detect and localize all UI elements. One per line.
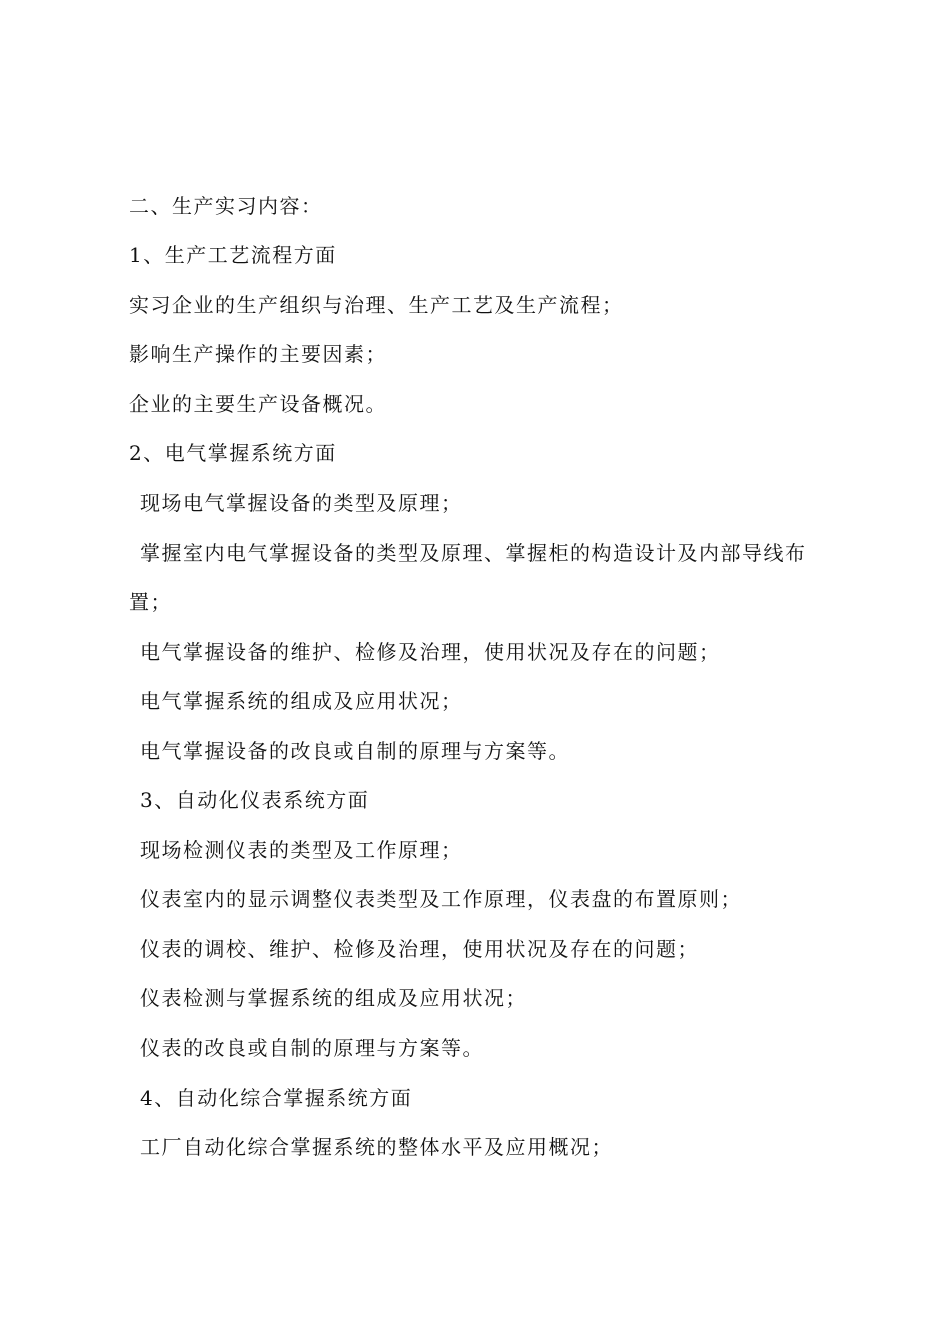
paragraph-line: 企业的主要生产设备概况。 — [129, 392, 387, 416]
paragraph-line: 影响生产操作的主要因素； — [129, 342, 387, 366]
paragraph-line: 现场检测仪表的类型及工作原理； — [140, 838, 463, 862]
paragraph-line: 电气掌握系统的组成及应用状况； — [140, 689, 463, 713]
paragraph-line: 电气掌握设备的改良或自制的原理与方案等。 — [140, 739, 570, 763]
paragraph-line: 仪表的调校、维护、检修及治理，使用状况及存在的问题； — [140, 937, 699, 961]
subsection-heading: 2、电气掌握系统方面 — [129, 441, 337, 465]
subsection-heading: 3、自动化仪表系统方面 — [140, 788, 370, 812]
paragraph-line: 工厂自动化综合掌握系统的整体水平及应用概况； — [140, 1135, 613, 1159]
paragraph-line: 现场电气掌握设备的类型及原理； — [140, 491, 463, 515]
paragraph-line: 实习企业的生产组织与治理、生产工艺及生产流程； — [129, 293, 624, 317]
paragraph-line: 掌握室内电气掌握设备的类型及原理、掌握柜的构造设计及内部导线布 — [140, 541, 807, 565]
subsection-heading: 4、自动化综合掌握系统方面 — [140, 1086, 413, 1110]
section-heading: 二、生产实习内容： — [129, 194, 323, 218]
subsection-heading: 1、生产工艺流程方面 — [129, 243, 337, 267]
paragraph-line: 仪表室内的显示调整仪表类型及工作原理，仪表盘的布置原则； — [140, 887, 742, 911]
paragraph-line: 仪表检测与掌握系统的组成及应用状况； — [140, 986, 527, 1010]
paragraph-line: 电气掌握设备的维护、检修及治理，使用状况及存在的问题； — [140, 640, 721, 664]
paragraph-line: 置； — [129, 590, 172, 614]
paragraph-line: 仪表的改良或自制的原理与方案等。 — [140, 1036, 484, 1060]
